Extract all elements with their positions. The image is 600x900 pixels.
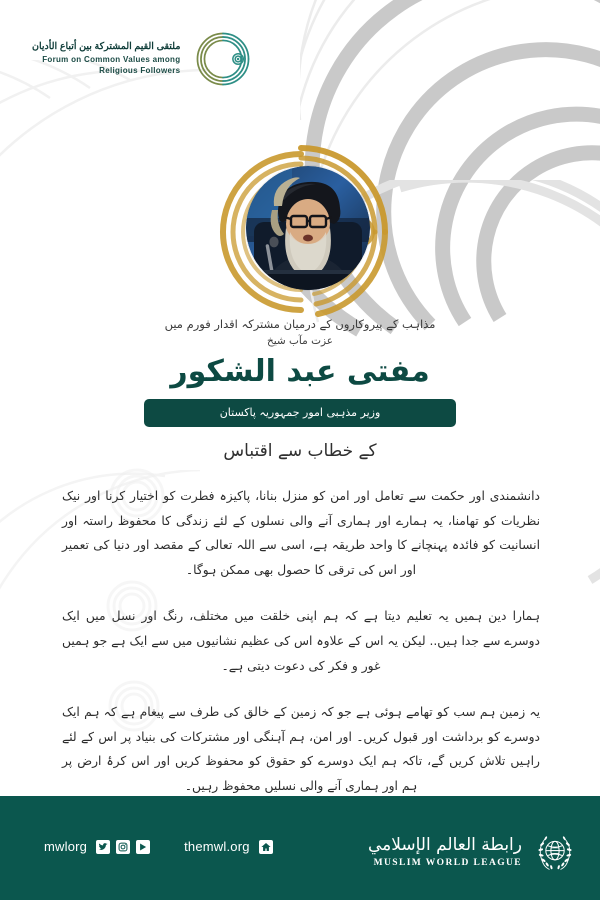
forum-branding xyxy=(32,30,252,88)
quote-paragraph: دانشمندی اور حکمت سے تعامل اور امن کو منزل بنانا، پاکیزہ فطرت کو اختیار کرنا اور نیک نظریات کو تھامنا، یہ ہمارے اور ہماری آنے والی نسلوں کے لئے زندگی کا محفوظ راستہ اور انسانیت کو فائدہ پہنچانے کا واحد طریقہ ہے، اسی سے اللہ تعالی کے مقصد اور دنیا کی تعمیر اور اس کی ترقی کا حصول بھی ممکن ہوگا۔ xyxy=(62,489,540,577)
footer-social-group xyxy=(44,839,273,854)
mwl-globe-wreath-emblem-icon xyxy=(532,829,578,875)
instagram-icon[interactable] xyxy=(116,840,130,854)
twitter-icon[interactable] xyxy=(96,840,110,854)
honorific-label: عزت مآب شیخ xyxy=(266,335,334,348)
mwl-branding xyxy=(368,829,578,875)
forum-name-english xyxy=(32,55,180,77)
portrait-illustration xyxy=(246,166,370,290)
mwl-name-english: MUSLIM WORLD LEAGUE xyxy=(373,857,522,868)
excerpt-label: کے خطاب سے اقتباس xyxy=(223,440,377,461)
poster-header xyxy=(0,0,600,118)
forum-name-english-line1: Forum on Common Values among xyxy=(42,55,181,65)
speaker-portrait-photo xyxy=(246,166,370,290)
speaker-role-text: وزیر مذہبی امور جمہوریہ پاکستان xyxy=(219,406,381,420)
website-url[interactable]: themwl.org xyxy=(184,839,250,854)
event-kicker: مذاہب کے پیروکاروں کے درمیان مشترکہ اقدار فورم میں xyxy=(164,317,436,331)
forum-name-arabic: ملتقى القيم المشتركة بين أتباع الأديان xyxy=(32,41,181,53)
youtube-icon[interactable] xyxy=(136,840,150,854)
speaker-portrait-block xyxy=(206,152,396,317)
quote-paragraph: ہمارا دین ہمیں یہ تعلیم دیتا ہے کہ ہم اپنی خلقت میں مختلف، رنگ اور نسل میں ایک دوسرے سے جدا ہیں.. لیکن یہ اس کے علاوہ اس کی عظیم نشانیوں میں سے ایک ہے جو ہمیں غور و فکر کی دعوت دیتی ہے۔ xyxy=(62,609,540,673)
forum-branding-text xyxy=(32,41,180,77)
speaker-name: مفتی عبد الشکور xyxy=(170,354,430,390)
forum-spiral-circle-logo-icon xyxy=(194,30,252,88)
home-icon[interactable] xyxy=(259,840,273,854)
mwl-branding-text xyxy=(368,836,522,868)
social-handle: mwlorg xyxy=(44,839,88,854)
quote-paragraph: یہ زمین ہم سب کو تھامے ہوئی ہے جو کہ زمین کے خالق کی طرف سے پیغام ہے کہ ہم ایک دوسرے کو برداشت اور قبول کریں۔ اور امن، ہم آہنگی اور مشترکات کی بنیاد پر اس کے لئے راہیں تلاش کریں گے، تاکہ ہم ایک دوسرے کو حقوق کو محفوظ کریں اور اس کرۂ ارض پر ہم اور ہماری آنے والی نسلیں محفوظ رہیں۔ xyxy=(62,705,540,793)
mwl-name-arabic: رابطة العالم الإسلامي xyxy=(367,835,522,856)
quote-body xyxy=(62,484,540,799)
forum-name-english-line2: Religious Followers xyxy=(99,66,181,75)
speaker-role-banner xyxy=(144,399,456,427)
title-block xyxy=(0,316,600,461)
poster-footer xyxy=(0,796,600,900)
